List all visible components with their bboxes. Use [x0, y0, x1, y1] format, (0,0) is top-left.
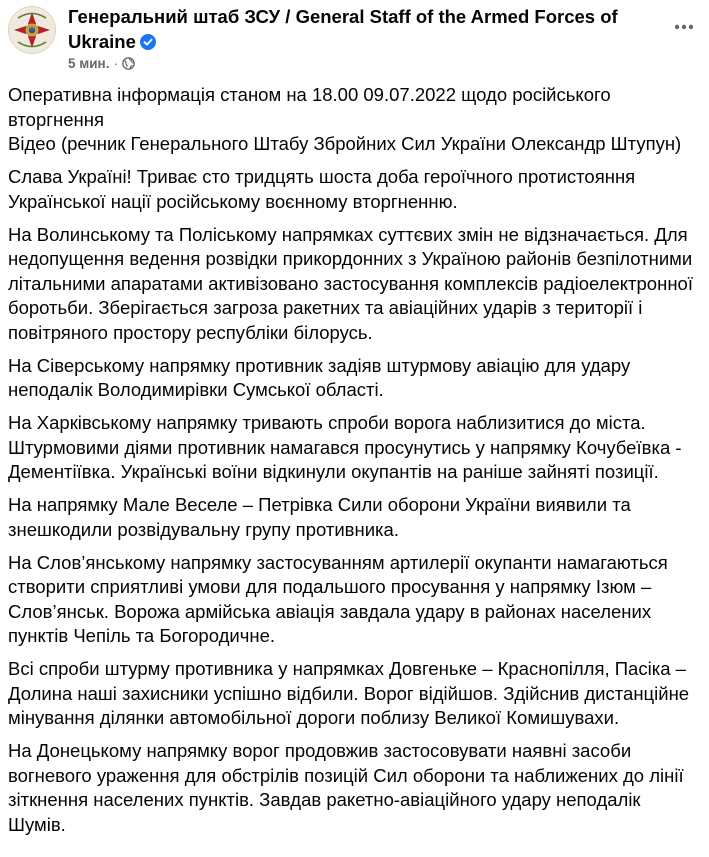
post-paragraph: На Харківському напрямку тривають спроби ворога наблизитися до міста. Штурмовими діями противник намагався просунутись у напрямку Кочубеївка - Дементіївка. Українські воїни відкинули окупантів на раніше зайняті позиції. [8, 412, 682, 482]
post-paragraph: Слава Україні! Триває сто тридцять шоста доба героїчного протистояння Української нації російському воєнному вторгненню. [8, 166, 636, 212]
post-paragraph: На Слов’янському напрямку застосуванням артилерії окупанти намагаються створити сприятливі умови для подальшого просування у напрямку Ізюм – Слов’янськ. Ворожа армійська авіація завдала удару в районах населених пунктів Чепіль та Богородичне. [8, 551, 668, 646]
post-text [8, 83, 698, 846]
post-paragraph: На Донецькому напрямку ворог продовжив застосовувати наявні засоби вогневого ураження для обстрілів позицій Сил оборони та наближених до лінії зіткнення населених пунктів. Завдав ракетно-авіаційного удару неподалік Шумів. [8, 740, 684, 835]
page-name[interactable]: Генеральний штаб ЗСУ / General Staff of the Armed Forces of Ukraine [68, 6, 618, 52]
post-paragraph: Оперативна інформація станом на 18.00 09.07.2022 щодо російського вторгнення [8, 84, 611, 130]
more-options-icon [666, 9, 702, 45]
verified-badge-icon [140, 31, 156, 47]
post-paragraph: На Волинському та Поліському напрямках суттєвих змін не відзначається. Для недопущення ведення розвідки прикордонних з Україною районів безпілотними літальними апаратами активізовано застосування комплексів радіоелектронної боротьби. Зберігається загроза ракетних та авіаційних ударів з території і повітряного простору республіки білорусь. [8, 223, 693, 343]
post-paragraph: На Сіверському напрямку противник задіяв штурмову авіацію для удару неподалік Володимирівки Сумської області. [8, 354, 631, 400]
post-timestamp[interactable]: 5 мин. [68, 56, 110, 71]
post-header [0, 0, 709, 80]
post-paragraph: Відео (речник Генерального Штабу Збройних Сил України Олександр Штупун) [8, 133, 682, 154]
globe-icon[interactable] [122, 57, 135, 70]
page-name-link[interactable] [68, 4, 628, 54]
more-options-button[interactable] [666, 9, 702, 45]
emblem-icon [9, 7, 55, 53]
meta-separator: · [113, 56, 118, 71]
post-meta [68, 55, 135, 73]
post-paragraph: Всі спроби штурму противника у напрямках Довгеньке – Краснопілля, Пасіка – Долина наші захисники успішно відбили. Ворог відійшов. Здійснив дистанційне мінування ділянки автомобільної дороги поблизу Великої Комишувахи. [8, 658, 690, 728]
post-paragraph: На напрямку Мале Веселе – Петрівка Сили оборони України виявили та знешкодили розвідувальну групу противника. [8, 494, 631, 540]
page-avatar[interactable] [8, 6, 56, 54]
